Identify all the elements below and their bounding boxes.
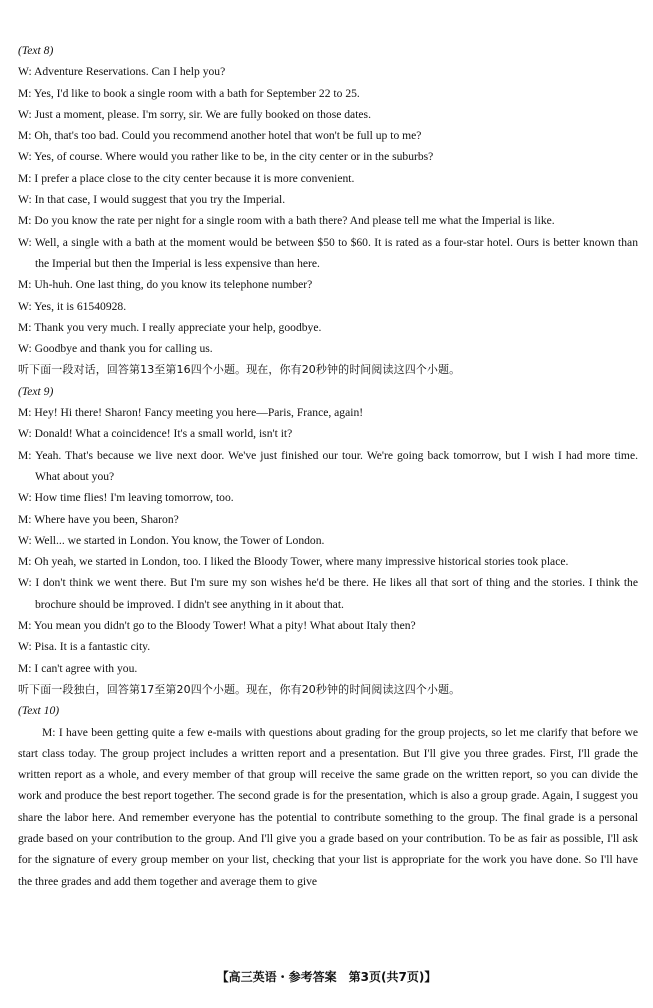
- text10-monologue: M: I have been getting quite a few e-mails with questions about grading for the group projects, so let me clarify that before we start class today. The group project includes a written report and a presentation. But I'll give you three grades. First, I'll grade the written report as a whole, and every member of that group will receive the same grade on the written report, so you can divide the work and produce the best report together. The second grade is for the presentation, which is also a group grade. Again, I suggest you share the labor here. And remember everyone has the potential to contribute something to the group. The final grade is a personal grade based on your contribution to the group. And I'll give you a grade based on your contribution. To be as fair as possible, I'll ask for the signature of every group member on your list, checking that your list is appropriate for the work you have done. So I'll have the three grades and add them together and average them to give: [18, 725, 638, 888]
- dialogue-line: M: Oh, that's too bad. Could you recommend another hotel that won't be full up to me?: [18, 129, 422, 143]
- text8-dialogue: [18, 61, 638, 359]
- dialogue-line: W: Pisa. It is a fantastic city.: [18, 640, 151, 654]
- dialogue-line: M: Oh yeah, we started in London, too. I liked the Bloody Tower, where many impressive historical stories took place.: [18, 555, 569, 569]
- dialogue-line: W: In that case, I would suggest that you try the Imperial.: [18, 193, 286, 207]
- dialogue-line: W: Well... we started in London. You know, the Tower of London.: [18, 533, 325, 547]
- page-footer: 【高三英语・参考答案 第3页(共7页)】: [216, 970, 437, 984]
- dialogue-line: W: Well, a single with a bath at the moment would be between $50 to $60. It is rated as a four-star hotel. Ours is better known than the Imperial but then the Imperial is less expensive than here.: [18, 235, 638, 270]
- text8-label: (Text 8): [18, 44, 54, 57]
- dialogue-line: M: Yes, I'd like to book a single room with a bath for September 22 to 25.: [18, 86, 360, 100]
- text9-label: (Text 9): [18, 384, 54, 398]
- dialogue-line: M: I can't agree with you.: [18, 661, 138, 675]
- dialogue-line: M: I prefer a place close to the city center because it is more convenient.: [18, 171, 355, 185]
- dialogue-line: M: Where have you been, Sharon?: [18, 512, 179, 526]
- dialogue-line: W: How time flies! I'm leaving tomorrow, too.: [18, 491, 234, 505]
- dialogue-line: M: You mean you didn't go to the Bloody Tower! What a pity! What about Italy then?: [18, 619, 416, 633]
- dialogue-line: M: Uh-huh. One last thing, do you know its telephone number?: [18, 278, 313, 292]
- dialogue-line: W: Donald! What a coincidence! It's a small world, isn't it?: [18, 427, 293, 441]
- text9-dialogue: [18, 402, 638, 679]
- dialogue-line: W: Just a moment, please. I'm sorry, sir. We are fully booked on those dates.: [18, 107, 371, 121]
- dialogue-line: M: Thank you very much. I really appreciate your help, goodbye.: [18, 320, 322, 334]
- dialogue-line: W: I don't think we went there. But I'm sure my son wishes he'd be there. He likes all that sort of thing and the stories. I think the brochure should be improved. I didn't see anything in it about that.: [18, 576, 638, 611]
- dialogue-line: M: Hey! Hi there! Sharon! Fancy meeting you here—Paris, France, again!: [18, 406, 364, 420]
- dialogue-line: W: Yes, of course. Where would you rather like to be, in the city center or in the suburbs?: [18, 150, 434, 164]
- dialogue-line: M: Do you know the rate per night for a single room with a bath there? And please tell me what the Imperial is like.: [18, 214, 555, 228]
- instruction-17-20: 听下面一段独白，回答第17至第20四个小题。现在，你有20秒钟的时间阅读这四个小题。: [18, 682, 461, 696]
- text10-label: (Text 10): [18, 704, 60, 718]
- dialogue-line: W: Goodbye and thank you for calling us.: [18, 342, 213, 356]
- instruction-13-16: 听下面一段对话，回答第13至第16四个小题。现在，你有20秒钟的时间阅读这四个小题。: [18, 363, 461, 377]
- dialogue-line: W: Yes, it is 61540928.: [18, 299, 127, 313]
- dialogue-line: M: Yeah. That's because we live next door. We've just finished our tour. We're going back tomorrow, but I wish I had more time. What about you?: [18, 448, 638, 483]
- answer-document: [18, 40, 638, 892]
- dialogue-line: W: Adventure Reservations. Can I help you?: [18, 65, 226, 79]
